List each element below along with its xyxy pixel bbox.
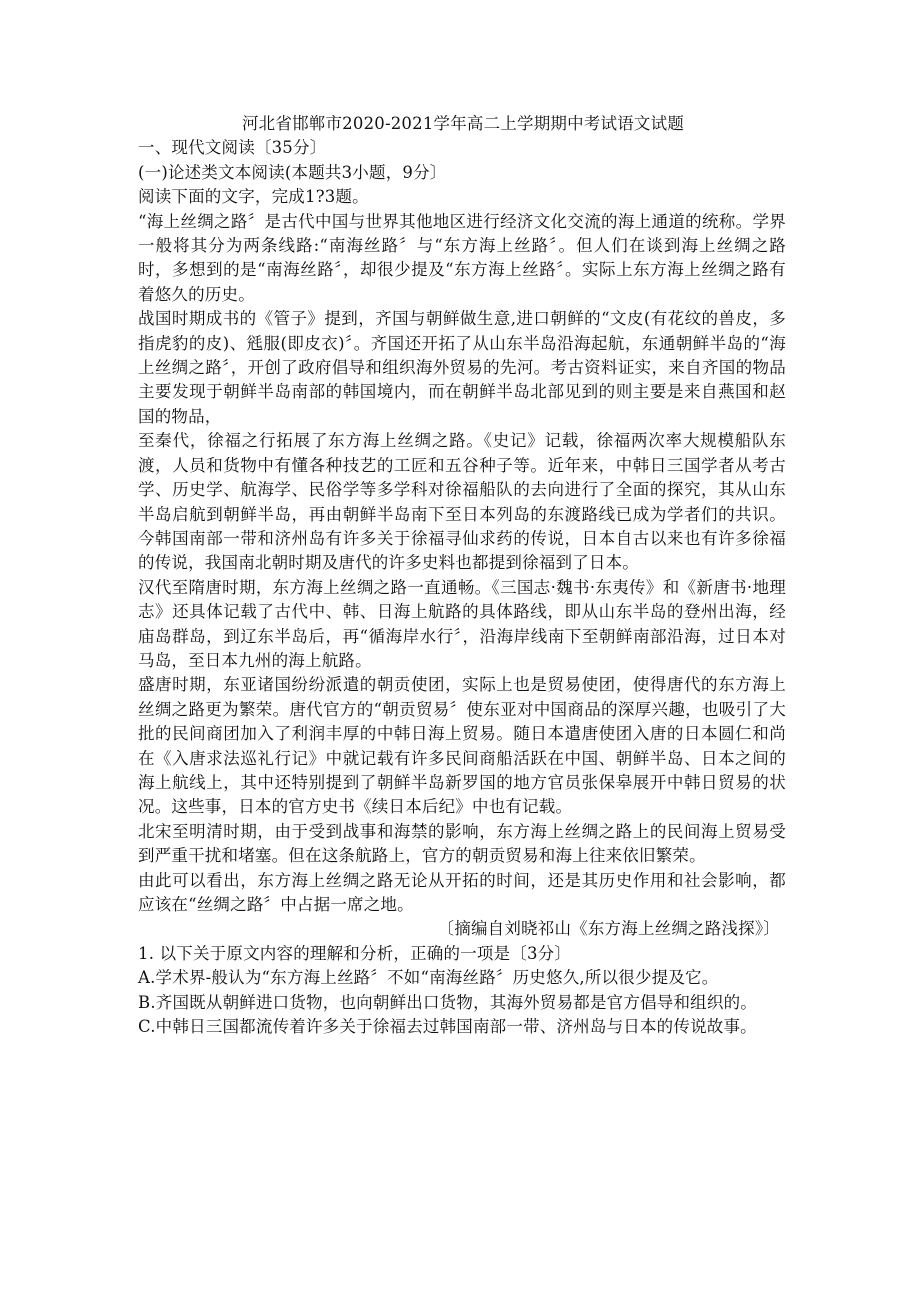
reading-instruction: 阅读下面的文字，完成1?3题。 <box>138 187 369 207</box>
question-option-c: C.中韩日三国都流传着许多关于徐福去过韩国南部一带、济州岛与日本的传说故事。 <box>138 1017 757 1037</box>
passage-paragraph: 汉代至隋唐时期，东方海上丝绸之路一直通畅。《三国志·魏书·东夷传》和《新唐书·地理志》还具体记载了古代中、韩、日海上航路的具体路线，即从山东半岛的登州出海，经庙岛群岛，到辽东半岛后，再“循海岸水行〞，沿海岸线南下至朝鲜南部沿海，过日本对马岛，至日本九州的海上航路。 <box>138 577 786 670</box>
document-title: 河北省邯郸市2020-2021学年高二上学期期中考试语文试题 <box>241 114 685 133</box>
passage-paragraph: 北宋至明清时期，由于受到战事和海禁的影响，东方海上丝绸之路上的民间海上贸易受到严重干扰和堵塞。但在这条航路上，官方的朝贡贸易和海上往来依旧繁荣。 <box>138 821 786 866</box>
passage-paragraph: 盛唐时期，东亚诸国纷纷派遣的朝贡使团，实际上也是贸易使团，使得唐代的东方海上丝绸之路更为繁荣。唐代官方的“朝贡贸易〞使东亚对中国商品的深厚兴趣，也吸引了大批的民间商团加入了利润丰厚的中韩日海上贸易。随日本遣唐使团入唐的日本圆仁和尚在《入唐求法巡礼行记》中就记载有许多民间商船活跃在中国、朝鲜半岛、日本之间的海上航线上，其中还特别提到了朝鲜半岛新罗国的地方官员张保皋展开中韩日贸易的状况。这些事，日本的官方史书《续日本后纪》中也有记载。 <box>138 675 786 817</box>
section-heading: 一、现代文阅读〔35分〕 <box>138 138 327 158</box>
exam-document <box>138 112 786 1039</box>
question-stem: 1. 以下关于原文内容的理解和分析，正确的一项是〔3分〕 <box>138 943 572 963</box>
passage-paragraph: 战国时期成书的《管子》提到，齐国与朝鲜做生意,进口朝鲜的“文皮(有花纹的兽皮，多指虎豹的皮)、毤服(即皮衣)〞。齐国还开拓了从山东半岛沿海起航，东通朝鲜半岛的“海上丝绸之路〞，开创了政府倡导和组织海外贸易的先河。考古资料证实，来自齐国的物品主要发现于朝鲜半岛南部的韩国境内，而在朝鲜半岛北部见到的则主要是来自燕国和赵国的物品， <box>138 309 786 426</box>
subsection-heading: (一)论述类文本阅读(本题共3小题，9分〕 <box>138 162 447 182</box>
passage-paragraph: 至秦代，徐福之行拓展了东方海上丝绸之路。《史记》记载，徐福两次率大规模船队东渡，人员和货物中有懂各种技艺的工匠和五谷种子等。近年来，中韩日三国学者从考古学、历史学、航海学、民俗学等多学科对徐福船队的去向进行了全面的探究，其从山东半岛启航到朝鲜半岛，再由朝鲜半岛南下至日本列岛的东渡路线已成为学者们的共识。今韩国南部一带和济州岛有许多关于徐福寻仙求药的传说，日本自古以来也有许多徐福的传说，我国南北朝时期及唐代的许多史料也都提到徐福到了日本。 <box>138 431 786 573</box>
passage-paragraph: 由此可以看出，东方海上丝绸之路无论从开拓的时间，还是其历史作用和社会影响，都应该在“丝绸之路〞中占据一席之地。 <box>138 870 786 914</box>
question-option-a: A.学术界-般认为“东方海上丝路〞不如“南海丝路〞历史悠久,所以很少提及它。 <box>138 968 719 988</box>
passage-source: 〔摘编自刘晓祁山《东方海上丝绸之路浅探》〕 <box>437 919 780 939</box>
question-option-b: B.齐国既从朝鲜进口货物，也向朝鲜出口货物，其海外贸易都是官方倡导和组织的。 <box>138 992 757 1012</box>
passage-paragraph: “海上丝绸之路〞是古代中国与世界其他地区进行经济文化交流的海上通道的统称。学界一般将其分为两条线路:“南海丝路〞与“东方海上丝路〞。但人们在谈到海上丝绸之路时，多想到的是“南海丝路〞，却很少提及“东方海上丝路〞。实际上东方海上丝绸之路有着悠久的历史。 <box>138 211 786 304</box>
